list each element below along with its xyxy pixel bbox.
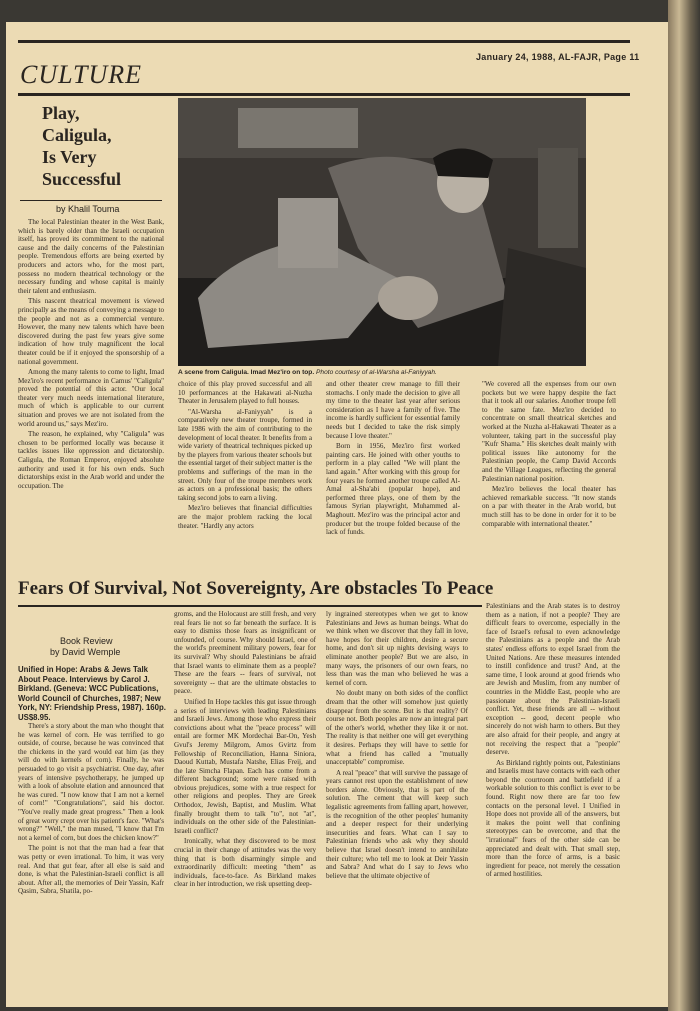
photo-illustration [178, 98, 586, 366]
article2-byline: by David Wemple [50, 647, 121, 657]
book-binding [668, 0, 700, 1011]
book-citation: Unified in Hope: Arabs & Jews Talk About Peace. Interviews by Carol J. Birkland. (Geneva: WCC Publications, World Council of Churches, 1987; New York, NY: Friendship Press, 1987). 160p. US$8.95. [18, 665, 166, 722]
caligula-photo [178, 98, 586, 366]
article1-column-2: choice of this play proved successful and all 10 performances at the Hakawati al-Nuzha Theater in Jerusalem played to full houses. "Al-Warsha al-Faniyyah" is a comparatively new theater troupe, formed in late 1986 with the aim of contributing to the development of local theater. It benefits from a wide variety of theatrical techniques picked up by the players from various theater schools but the essential target of their subject matter is the problems and sufferings of the man in the street. Only four of the troupe members work as actors on a professional basis; the others taking second jobs to earn a living. Mez'iro believes that financial difficulties are the major problem racking the local theater. "Hardly any actors [178, 380, 312, 530]
article2-column-2: groms, and the Holocaust are still fresh, and very real fears lie not so far beneath the surface. It is easy to dismiss those fears as insignificant or unfounded, of course. Why should Israel, one of the world's preeminent military powers, fear for its survival? Why should Palestinians be afraid that Israel wants to eliminate them as a people? These are the fears -- fears of survival, not sovereignty -- that are the ultimate obstacles to peace. Unified In Hope tackles this gut issue through a series of interviews with leading Palestinians and Israeli Jews. Among those who express their convictions about what the "peace process" will entail are former MK Mordechai Bar-On, Yesh Gvul's Jeremy Milgrom, Amos Gvirtz from Fellowship of Reconciliation, Hanna Siniora, Daoud Kuttab, Mustafa Natshe, Elias Freij, and the late Simcha Flapan. Each has come from a different background; some were raised with obvious prejudices, some with a true respect for other religions and peoples. They are Greek Orthodox, Jewish, Baptist, and Muslim. What finally brought them to talk "to", not "at", individuals on the other side of the Palestinian-Israeli conflict? Ironically, what they discovered to be most crucial in their change of attitudes was the very thing that is both disarmingly simple and extraordinarily difficult: meeting "them" as individuals, face-to-face. As Birkland makes clear in her introduction, we risk upsetting deep- [174, 610, 316, 889]
page-date: January 24, 1988, AL-FAJR, Page 11 [476, 52, 640, 62]
review-kicker: Book Review [60, 636, 113, 646]
article2-column-1: There's a story about the man who thought that he was kernel of corn. He was terrified to go outside, of course, because he was convinced that the chickens in the yard would eat him (as they will do with kernels of corn). Finally, he was persuaded to go visit a psychiatrist. One day, after years of intensive psychotherapy, he jumped up with a look of absolute elation and announced that he was cured. "I now know that I am not a kernel of corn!" "Congratulations", said his doctor. "You've really made great progress." Then a look of great worry crept over his patient's face. "What's wrong?" "Well," the man mused, "I know that I'm not a kernel of corn, but does the chicken know?" The point is not that the man had a fear that was petty or even irrational. To him, it was very real. And that gut fear, after all else is said and done, is what the Palestinian-Israeli conflict is all about. After all, the memories of Deir Yassin, Kafr Qasim, Sabra, Shatila, po- [18, 722, 164, 896]
section-title: CULTURE [20, 60, 143, 89]
newspaper-page [6, 22, 668, 1007]
photo-caption: A scene from Caligula. Imad Mez'iro on top. Photo courtesy of al-Warsha al-Faniyyah. [178, 369, 437, 376]
section-rule [18, 93, 630, 96]
article1-column-1: The local Palestinian theater in the West Bank, which is barely older than the Israeli occupation itself, has proved its commitment to the national cause and the daily concerns of the Palestinian people. Tremendous efforts are being exerted by producers and actors who, for the most part, possess no modern theatrical technology or the necessary funding and whose capital is mainly their talent and enthusiasm. This nascent theatrical movement is viewed principally as the means of conveying a message to the people and not as a commercial venture. However, the many new talents which have been discovered during the past few years give some indication of how truly magnificent the local theater could be if it enjoyed the sponsorship of a national government. Among the many talents to come to light, Imad Mez'iro's recent performance in Camus' "Caligula" proved the potential of this actor. "Our local theater very much needs international literature, much of which is applicable to our current situation and proves we are not isolated from the world around us," says Mez'iro. The reason, he explained, why "Caligula" was chosen to be performed locally was because it tackles issues like oppression and dictatorship. Caligula, the Roman Emperor, enjoyed absolute authority and used it for his own ends. Such dictatorships exist in the Arab world and under the occupation. The [18, 218, 164, 490]
article1-column-3: and other theater crew manage to fill their stomachs. I only made the decision to give all my time to the theater last year after serious consideration as I have a family of five. The income is hardly sufficient for essential family needs but I decided to take the risk simply because I love theater." Born in 1956, Mez'iro first worked painting cars. He joined with other youths to perform in a play called "We will plant the land again." After working with this group for four years he formed another troupe called Al-Amal al-Sha'abi (popular hope), and performed three plays, one of them by the famous Syrian playwright, Muhammed al-Maghoutt. Mez'iro was the principal actor and producer but the troupe folded because of the lack of funds. [326, 380, 460, 537]
article1-title: Play, Caligula, Is Very Successful [42, 103, 122, 189]
article2-column-4: Palestinians and the Arab states is to destroy them as a nation, if not a people? They are difficult fears to overcome, especially in the face of Israel's refusal to even acknowledge the Palestinians as a people and the Arab states' endless efforts to expel Israel from the United Nations. Are these measures intended to instill confidence and trust? And, at the same time, I look around at good friends who are Jewish and Muslim, from any number of countries in the Middle East, people who are passionate about the Palestinian-Israeli conflict. Yet, these friends are all -- without exception -- good, decent people who sincerely do not wish harm to others. But they are also afraid for their people, and angry at not receiving the respect that a "people" deserve. As Birkland rightly points out, Palestinians and Israelis must have contacts with each other beyond the courtroom and battlefield if a workable solution to this conflict is ever to be found. Right now there are far too few contacts on the personal level. I Unified in Hope does not provide all of the answers, but it makes the point well that confining stereotypes can be overcome, and that the "irrational" fears of the other side can be appreciated and dealt with. That small step, more than the force of arms, is a basic ingredient for peace, not merely the cessation of armed hostilities. [486, 602, 620, 879]
article2-headline: Fears Of Survival, Not Sovereignty, Are obstacles To Peace [18, 578, 494, 599]
byline-rule [20, 200, 162, 201]
article2-column-3: ly ingrained stereotypes when we get to know Palestinians and Jews as human beings. What do we think when we discover that they fall in love, have hopes for their children, desire a secure home, and don't sit up nights devising ways to eliminate another people? But we are also, in many ways, the prisoners of our own fears, no less than was the man who believed he was a kernel of corn. No doubt many on both sides of the conflict dream that the other will somehow just quietly disappear from the scene. But is that reality? Of course not. Both peoples are now an integral part of the other's world, whether they like it or not. The reality is that neither one will get everything it desires. Perhaps they will have to settle for what a friend has called a "mutually unacceptable" compromise. A real "peace" that will survive the passage of years cannot rest upon the establishment of new borders alone. Obviously, that is part of the solution. The cement that will keep such legalistic agreements from falling apart, however, is the recognition of the other peoples' humanity and a deeper respect for their underlying insecurities and fears. What can I say to Palestinian friends who ask why they should believe that Israel doesn't intend to annihilate their culture; who tell me to look at Deir Yassin and Sabra? And what do I say to Jews who believe that the ultimate objective of [326, 610, 468, 880]
top-rule [18, 40, 630, 43]
headline-rule [18, 605, 482, 607]
article1-column-4: "We covered all the expenses from our own pockets but we were happy despite the fact that it took all our salaries. Another troupe fell to the same fate. Mez'iro decided to concentrate on small theatrical sketches and worked at the Nuzha al-Hakawati Theater as a volunteer, taking part in the successful play "Kufr Shama." His sketches dealt mainly with political issues like autonomy for the Palestinian people, the Camp David Accords and the Village Leagues, reflecting the general Palestinian national position. Mez'iro believes the local theater has achieved remarkable success. "It now stands on a par with theater in the Arab world, but much still has to be done in order for it to be comparable with international theater." [482, 380, 616, 528]
article1-byline: by Khalil Touma [56, 204, 120, 214]
